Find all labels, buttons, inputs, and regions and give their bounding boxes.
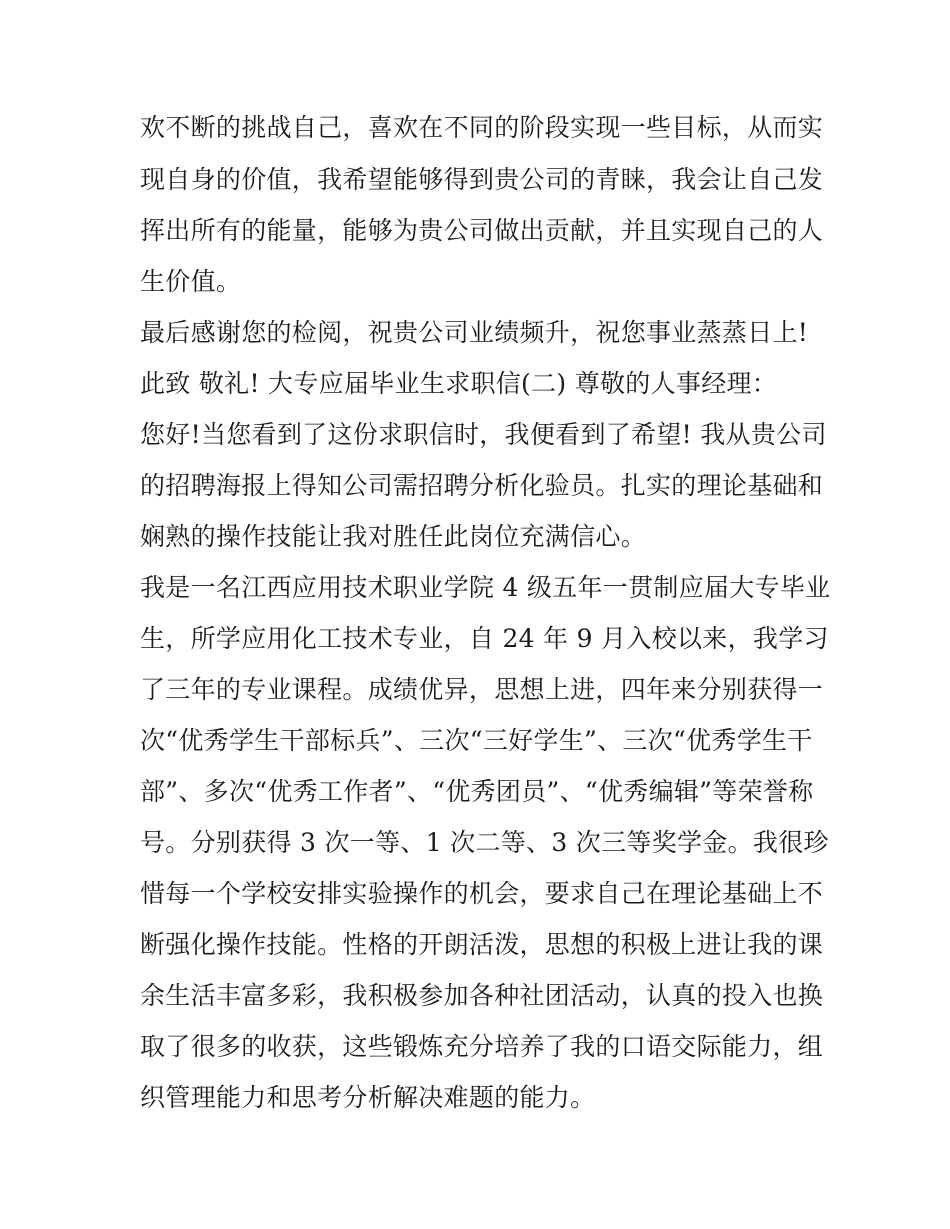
text-line: 娴熟的操作技能让我对胜任此岗位充满信心。 xyxy=(140,522,647,551)
text-line: 了三年的专业课程。成绩优异，思想上进，四年来分别获得一 xyxy=(140,675,824,704)
text-line: 现自身的价值，我希望能够得到贵公司的青睐，我会让自己发 xyxy=(140,165,824,194)
text-line: 生价值。 xyxy=(140,267,242,296)
text-line: 欢不断的挑战自己，喜欢在不同的阶段实现一些目标，从而实 xyxy=(140,113,824,142)
text-line: 织管理能力和思考分析解决难题的能力。 xyxy=(140,1083,596,1112)
text-line: 我是一名江西应用技术职业学院 4 级五年一贯制应届大专毕业 xyxy=(140,573,831,602)
text-line: 断强化操作技能。性格的开朗活泼，思想的积极上进让我的课 xyxy=(140,930,824,959)
text-line: 次“优秀学生干部标兵”、三次“三好学生”、三次“优秀学生干 xyxy=(140,726,813,755)
text-line: 部”、多次“优秀工作者”、“优秀团员”、“优秀编辑”等荣誉称 xyxy=(140,777,814,806)
text-line: 取了很多的收获，这些锻炼充分培养了我的口语交际能力，组 xyxy=(140,1032,824,1061)
text-line: 挥出所有的能量，能够为贵公司做出贡献，并且实现自己的人 xyxy=(140,216,824,245)
text-line: 余生活丰富多彩，我积极参加各种社团活动，认真的投入也换 xyxy=(140,981,824,1010)
text-line: 您好!当您看到了这份求职信时，我便看到了希望! 我从贵公司 xyxy=(140,420,827,449)
text-line: 惜每一个学校安排实验操作的机会，要求自己在理论基础上不 xyxy=(140,879,824,908)
text-line: 的招聘海报上得知公司需招聘分析化验员。扎实的理论基础和 xyxy=(140,471,824,500)
text-line: 号。分别获得 3 次一等、1 次二等、3 次三等奖学金。我很珍 xyxy=(140,828,829,857)
text-line: 此致 敬礼! 大专应届毕业生求职信(二) 尊敬的人事经理： xyxy=(140,369,778,398)
text-line: 最后感谢您的检阅，祝贵公司业绩频升，祝您事业蒸蒸日上! xyxy=(140,318,809,347)
text-line: 生，所学应用化工技术专业，自 24 年 9 月入校以来，我学习 xyxy=(140,624,829,653)
